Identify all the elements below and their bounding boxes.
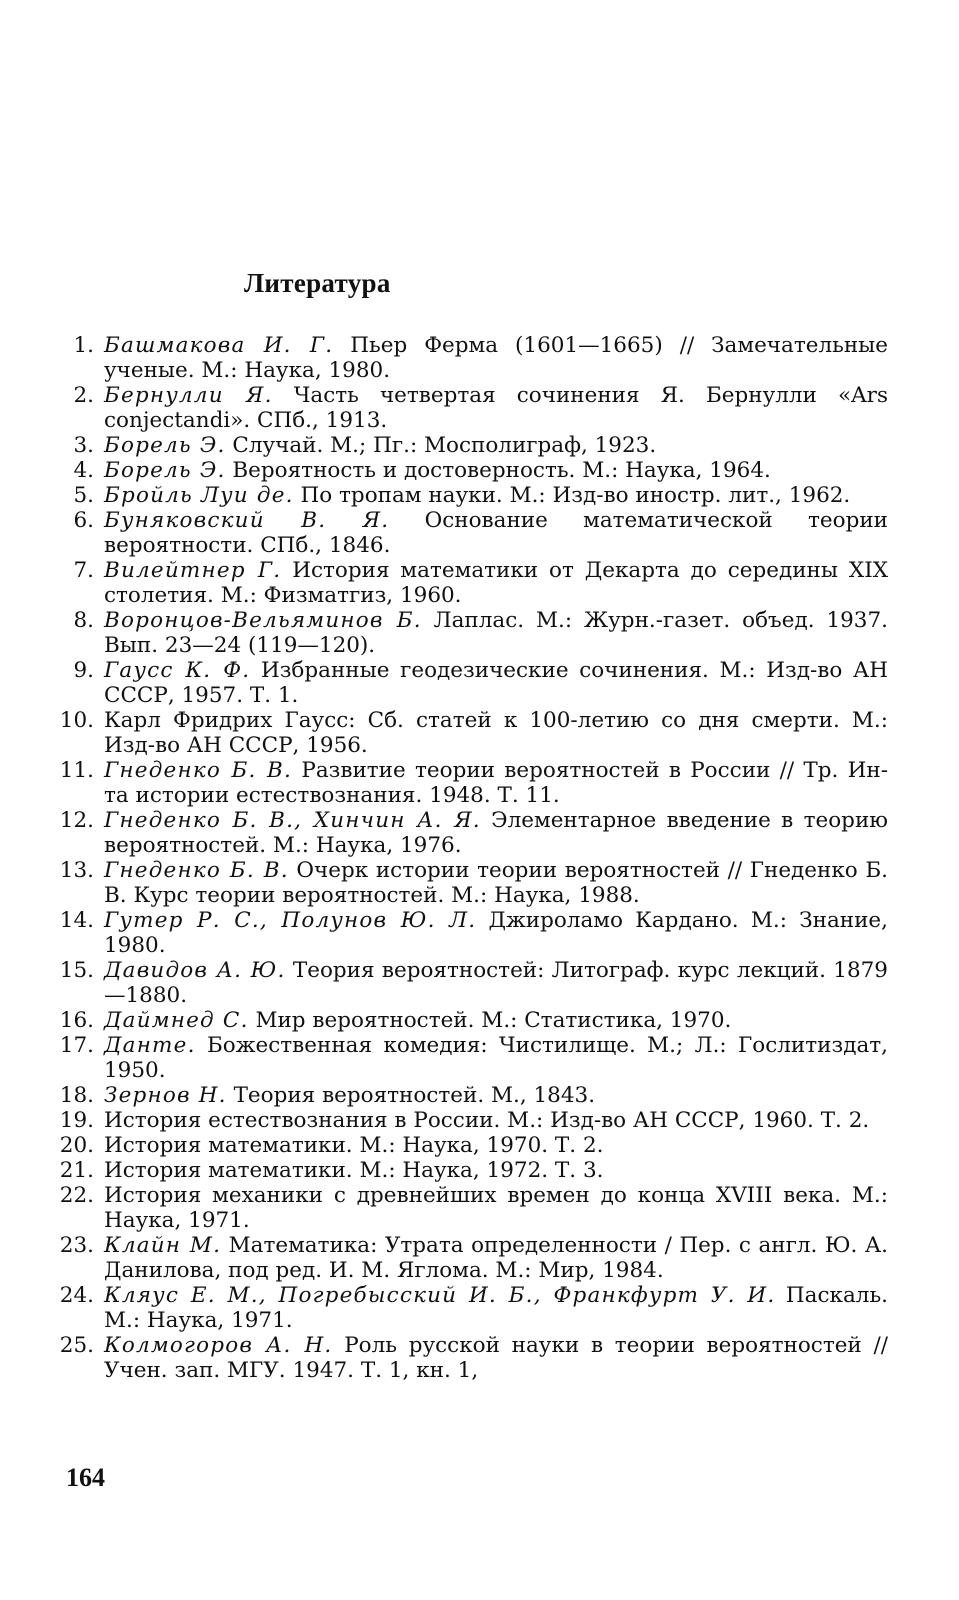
reference-authors: Воронцов-Вельяминов Б. [104, 608, 422, 633]
reference-item [48, 658, 888, 708]
reference-text: Мир вероятностей. М.: Статистика, 1970. [248, 1008, 732, 1033]
reference-item [48, 1283, 888, 1333]
section-heading: Литература [244, 268, 391, 298]
reference-item [48, 1158, 888, 1183]
reference-text: Роль русской науки в теории вероятностей // Учен. зап. МГУ. 1947. Т. 1, кн. 1, [104, 1333, 888, 1383]
reference-item [48, 1233, 888, 1283]
reference-number: 23. [59, 1233, 94, 1258]
reference-number: 3. [73, 433, 94, 458]
reference-text: По тропам науки. М.: Изд-во иностр. лит., 1962. [293, 483, 851, 508]
reference-number: 22. [59, 1183, 94, 1208]
reference-number: 14. [59, 908, 94, 933]
reference-authors: Бернулли Я. [104, 383, 273, 408]
reference-authors: Даймнед С. [104, 1008, 249, 1033]
reference-number: 13. [59, 858, 94, 883]
reference-authors: Буняковский В. Я. [104, 508, 390, 533]
reference-item [48, 1033, 888, 1083]
reference-text: История математики. М.: Наука, 1972. Т. 3. [104, 1158, 604, 1183]
reference-item [48, 1133, 888, 1158]
reference-text: Математика: Утрата определенности / Пер. с англ. Ю. А. Данилова, под ред. И. М. Яглома. М.: Мир, 1984. [104, 1233, 888, 1283]
reference-number: 8. [73, 608, 94, 633]
reference-text: Лаплас. М.: Журн.-газет. объед. 1937. Вып. 23—24 (119—120). [104, 608, 888, 658]
reference-item [48, 908, 888, 958]
reference-number: 6. [73, 508, 94, 533]
reference-text: Элементарное введение в теорию вероятностей. М.: Наука, 1976. [104, 808, 888, 858]
reference-authors: Башмакова И. Г. [104, 333, 334, 358]
reference-authors: Колмогоров А. Н. [104, 1333, 333, 1358]
reference-item [48, 708, 888, 758]
reference-text: История механики с древнейших времен до конца XVIII века. М.: Наука, 1971. [104, 1183, 888, 1233]
reference-number: 1. [73, 333, 94, 358]
reference-text: Теория вероятностей: Литограф. курс лекций. 1879—1880. [104, 958, 888, 1008]
reference-text: История математики. М.: Наука, 1970. Т. 2. [104, 1133, 604, 1158]
reference-number: 15. [59, 958, 94, 983]
reference-number: 10. [59, 708, 94, 733]
reference-authors: Гутер Р. С., Полунов Ю. Л. [104, 908, 477, 933]
reference-text: Случай. М.; Пг.: Мосполиграф, 1923. [225, 433, 657, 458]
reference-authors: Данте. [104, 1033, 196, 1058]
reference-item [48, 1333, 888, 1383]
reference-number: 21. [59, 1158, 94, 1183]
reference-item [48, 383, 888, 433]
reference-text: История математики от Декарта до середины XIX столетия. М.: Физматгиз, 1960. [104, 558, 888, 608]
reference-text: Джироламо Кардано. М.: Знание, 1980. [104, 908, 888, 958]
reference-text: Теория вероятностей. М., 1843. [226, 1083, 596, 1108]
reference-text: Очерк истории теории вероятностей // Гнеденко Б. В. Курс теории вероятностей. М.: Наука, 1988. [104, 858, 889, 908]
reference-authors: Давидов А. Ю. [104, 958, 286, 983]
reference-number: 25. [59, 1333, 94, 1358]
reference-number: 17. [59, 1033, 94, 1058]
reference-authors: Клайн М. [104, 1233, 222, 1258]
reference-number: 9. [73, 658, 94, 683]
reference-item [48, 1108, 888, 1133]
reference-number: 12. [59, 808, 94, 833]
reference-item [48, 758, 888, 808]
reference-authors: Гнеденко Б. В. [104, 858, 289, 883]
reference-authors: Гнеденко Б. В. [104, 758, 293, 783]
reference-text: Вероятность и достоверность. М.: Наука, 1964. [225, 458, 771, 483]
reference-number: 11. [59, 758, 94, 783]
reference-item [48, 333, 888, 383]
reference-item [48, 608, 888, 658]
page-number: 164 [66, 1463, 105, 1492]
reference-number: 5. [73, 483, 94, 508]
reference-authors: Зернов Н. [104, 1083, 227, 1108]
reference-authors: Вилейтнер Г. [104, 558, 282, 583]
reference-number: 24. [59, 1283, 94, 1308]
reference-text: Карл Фридрих Гаусс: Сб. статей к 100-летию со дня смерти. М.: Изд-во АН СССР, 1956. [104, 708, 888, 758]
reference-item [48, 808, 888, 858]
reference-item [48, 958, 888, 1008]
reference-text: Основание математической теории вероятности. СПб., 1846. [104, 508, 888, 558]
reference-item [48, 433, 888, 458]
reference-text: Развитие теории вероятностей в России // Тр. Ин-та истории естествознания. 1948. Т. 11. [104, 758, 888, 808]
reference-authors: Борель Э. [104, 458, 226, 483]
reference-text: История естествознания в России. М.: Изд-во АН СССР, 1960. Т. 2. [104, 1108, 870, 1133]
reference-item [48, 558, 888, 608]
reference-text: Избранные геодезические сочинения. М.: Изд-во АН СССР, 1957. Т. 1. [104, 658, 888, 708]
reference-item [48, 458, 888, 483]
reference-item [48, 858, 888, 908]
reference-number: 4. [73, 458, 94, 483]
reference-number: 7. [73, 558, 94, 583]
reference-authors: Гаусс К. Ф. [104, 658, 251, 683]
reference-item [48, 1083, 888, 1108]
reference-text: Божественная комедия: Чистилище. М.; Л.: Гослитиздат, 1950. [104, 1033, 888, 1083]
reference-item [48, 1008, 888, 1033]
reference-text: Часть четвертая сочинения Я. Бернулли «Ars conjectandi». СПб., 1913. [104, 383, 888, 433]
reference-text: Пьер Ферма (1601—1665) // Замечательные ученые. М.: Наука, 1980. [104, 333, 888, 383]
reference-authors: Кляус Е. М., Погребысский И. Б., Франкфурт У. И. [104, 1283, 776, 1308]
reference-authors: Бройль Луи де. [104, 483, 294, 508]
reference-number: 18. [59, 1083, 94, 1108]
reference-authors: Борель Э. [104, 433, 226, 458]
reference-text: Паскаль. М.: Наука, 1971. [104, 1283, 888, 1333]
reference-number: 2. [73, 383, 94, 408]
reference-number: 19. [59, 1108, 94, 1133]
reference-list [48, 333, 888, 1383]
reference-item [48, 1183, 888, 1233]
reference-authors: Гнеденко Б. В., Хинчин А. Я. [104, 808, 481, 833]
reference-number: 20. [59, 1133, 94, 1158]
reference-item [48, 508, 888, 558]
reference-number: 16. [59, 1008, 94, 1033]
reference-item [48, 483, 888, 508]
